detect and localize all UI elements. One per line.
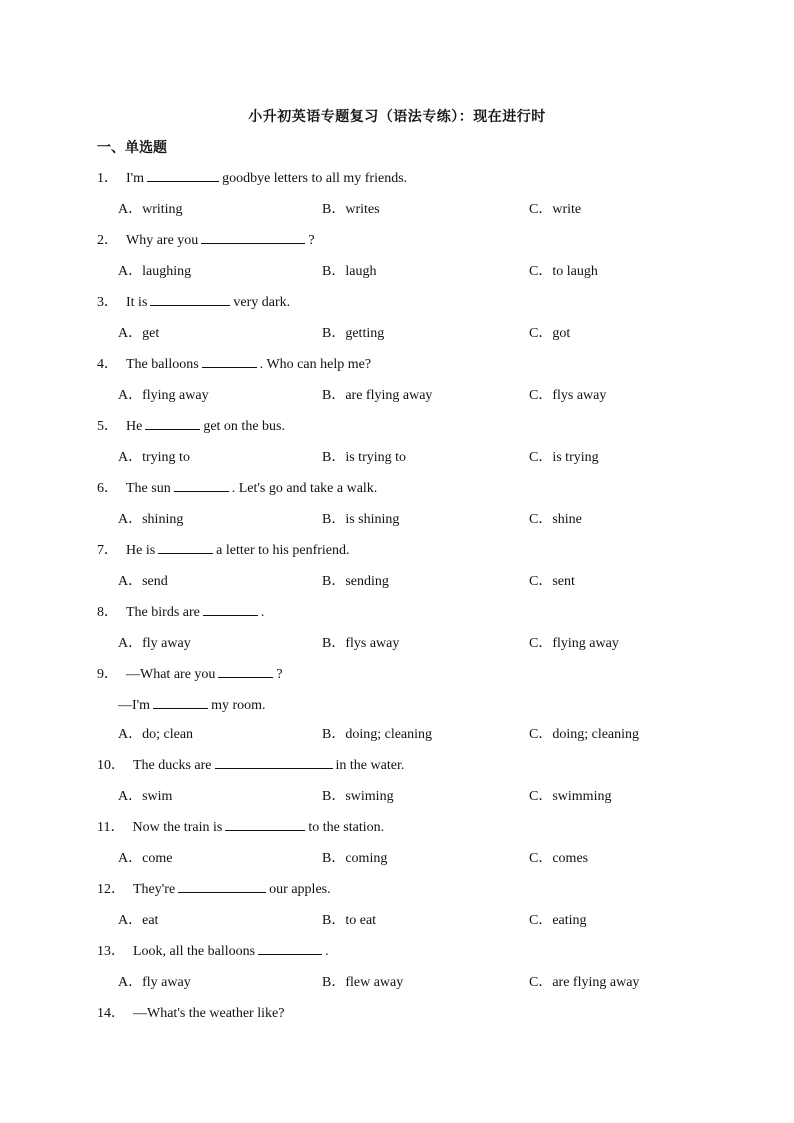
question-text-after: get on the bus. — [203, 419, 285, 434]
question-text-before: The balloons — [126, 357, 199, 372]
answer-options — [0, 846, 794, 877]
question-text-before: I'm — [126, 171, 145, 186]
answer-blank[interactable] — [218, 663, 273, 678]
option-a[interactable]: A．eat — [118, 913, 159, 928]
question-number: 14． — [97, 1006, 125, 1021]
option-c[interactable]: C．write — [529, 202, 582, 217]
question-stem — [0, 877, 794, 908]
option-b[interactable]: B．flys away — [322, 636, 400, 651]
answer-blank[interactable] — [174, 477, 229, 492]
question-text-after: ? — [308, 233, 315, 248]
answer-blank[interactable] — [178, 878, 266, 893]
answer-blank[interactable] — [258, 940, 322, 955]
question-text-after: very dark. — [233, 295, 291, 310]
question-text-before: The birds are — [126, 605, 200, 620]
question-stem — [0, 414, 794, 445]
question-stem — [0, 600, 794, 631]
question-item — [0, 476, 794, 538]
option-a[interactable]: A．swim — [118, 789, 173, 804]
question-text-after: in the water. — [335, 758, 405, 773]
question-stem — [0, 290, 794, 321]
question-stem — [0, 166, 794, 197]
option-b[interactable]: B．swiming — [322, 789, 394, 804]
question-text-after: ? — [276, 667, 283, 682]
option-c[interactable]: C．swimming — [529, 789, 612, 804]
option-c[interactable]: C．eating — [529, 913, 587, 928]
option-a[interactable]: A．laughing — [118, 264, 192, 279]
question-stem — [0, 352, 794, 383]
question-dialogue-line — [0, 693, 794, 722]
option-c[interactable]: C．flying away — [529, 636, 619, 651]
option-a[interactable]: A．shining — [118, 512, 184, 527]
question-stem — [0, 1001, 794, 1032]
answer-blank[interactable] — [153, 694, 208, 709]
question-text-before: The ducks are — [133, 758, 212, 773]
question-text-after: our apples. — [269, 882, 331, 897]
option-c[interactable]: C．are flying away — [529, 975, 640, 990]
option-b[interactable]: B．to eat — [322, 913, 377, 928]
option-c[interactable]: C．shine — [529, 512, 582, 527]
question-number: 7． — [97, 543, 118, 558]
question-number: 4． — [97, 357, 118, 372]
option-b[interactable]: B．laugh — [322, 264, 377, 279]
question-stem — [0, 662, 794, 693]
answer-blank[interactable] — [202, 353, 257, 368]
answer-blank[interactable] — [203, 601, 258, 616]
question-number: 13． — [97, 944, 125, 959]
question-item — [0, 352, 794, 414]
question-text-before: They're — [133, 882, 176, 897]
option-b[interactable]: B．is trying to — [322, 450, 407, 465]
answer-options — [0, 259, 794, 290]
answer-options — [0, 507, 794, 538]
answer-options — [0, 197, 794, 228]
answer-blank[interactable] — [150, 291, 230, 306]
answer-options — [0, 631, 794, 662]
answer-options — [0, 970, 794, 1001]
option-a[interactable]: A．get — [118, 326, 160, 341]
dialogue-text-before: —I'm — [118, 698, 151, 713]
answer-blank[interactable] — [145, 415, 200, 430]
question-text-before: It is — [126, 295, 148, 310]
question-item — [0, 1001, 794, 1032]
option-c[interactable]: C．to laugh — [529, 264, 598, 279]
question-item — [0, 538, 794, 600]
option-b[interactable]: B．coming — [322, 851, 388, 866]
option-a[interactable]: A．fly away — [118, 975, 191, 990]
question-text-after: . Who can help me? — [259, 357, 372, 372]
option-a[interactable]: A．come — [118, 851, 173, 866]
answer-options — [0, 321, 794, 352]
question-stem — [0, 753, 794, 784]
question-item — [0, 939, 794, 1001]
question-number: 6． — [97, 481, 118, 496]
question-text-after: goodbye letters to all my friends. — [222, 171, 408, 186]
question-stem — [0, 476, 794, 507]
question-text-before: Look, all the balloons — [133, 944, 256, 959]
answer-blank[interactable] — [147, 167, 219, 182]
question-number: 10． — [97, 758, 125, 773]
answer-options — [0, 722, 794, 753]
question-text-after: . — [325, 944, 329, 959]
question-text-before: Why are you — [126, 233, 199, 248]
option-a[interactable]: A．trying to — [118, 450, 190, 465]
option-c[interactable]: C．doing; cleaning — [529, 727, 640, 742]
question-item — [0, 877, 794, 939]
option-b[interactable]: B．flew away — [322, 975, 404, 990]
question-number: 2． — [97, 233, 118, 248]
question-number: 5． — [97, 419, 118, 434]
option-a[interactable]: A．do; clean — [118, 727, 194, 742]
question-text-before: He is — [126, 543, 156, 558]
option-a[interactable]: A．fly away — [118, 636, 191, 651]
page-title: 小升初英语专题复习（语法专练）：现在进行时 — [248, 109, 546, 125]
option-a[interactable]: A．writing — [118, 202, 183, 217]
option-a[interactable]: A．flying away — [118, 388, 209, 403]
section-heading: 一、单选题 — [97, 140, 167, 156]
option-a[interactable]: A．send — [118, 574, 168, 589]
answer-blank[interactable] — [215, 754, 333, 769]
question-number: 8． — [97, 605, 118, 620]
question-text-before: —What's the weather like? — [133, 1006, 285, 1021]
question-item — [0, 662, 794, 753]
question-stem — [0, 538, 794, 569]
answer-blank[interactable] — [201, 229, 305, 244]
question-text-before: Now the train is — [132, 820, 223, 835]
option-b[interactable]: B．sending — [322, 574, 389, 589]
option-c[interactable]: C．sent — [529, 574, 575, 589]
answer-options — [0, 445, 794, 476]
option-c[interactable]: C．comes — [529, 851, 589, 866]
question-number: 11． — [97, 820, 125, 835]
question-item — [0, 290, 794, 352]
question-item — [0, 815, 794, 877]
option-b[interactable]: B．are flying away — [322, 388, 433, 403]
question-number: 3． — [97, 295, 118, 310]
answer-blank[interactable] — [158, 539, 213, 554]
question-stem — [0, 815, 794, 846]
option-b[interactable]: B．doing; cleaning — [322, 727, 433, 742]
option-b[interactable]: B．is shining — [322, 512, 400, 527]
option-b[interactable]: B．writes — [322, 202, 380, 217]
question-list — [0, 166, 794, 1032]
option-c[interactable]: C．flys away — [529, 388, 607, 403]
answer-options — [0, 908, 794, 939]
question-item — [0, 228, 794, 290]
answer-options — [0, 569, 794, 600]
option-c[interactable]: C．is trying — [529, 450, 599, 465]
option-b[interactable]: B．getting — [322, 326, 385, 341]
question-stem — [0, 939, 794, 970]
dialogue-text-after: my room. — [211, 698, 266, 713]
question-text-before: The sun — [126, 481, 171, 496]
answer-options — [0, 383, 794, 414]
option-c[interactable]: C．got — [529, 326, 571, 341]
question-item — [0, 753, 794, 815]
question-number: 9． — [97, 667, 118, 682]
question-stem — [0, 228, 794, 259]
question-text-after: a letter to his penfriend. — [216, 543, 350, 558]
question-text-after: . Let's go and take a walk. — [231, 481, 378, 496]
question-item — [0, 414, 794, 476]
question-text-after: to the station. — [308, 820, 385, 835]
question-item — [0, 166, 794, 228]
question-text-after: . — [260, 605, 265, 620]
question-text-before: —What are you — [126, 667, 216, 682]
question-number: 12． — [97, 882, 125, 897]
question-text-before: He — [126, 419, 143, 434]
question-item — [0, 600, 794, 662]
answer-options — [0, 784, 794, 815]
question-number: 1． — [97, 171, 118, 186]
answer-blank[interactable] — [225, 816, 305, 831]
